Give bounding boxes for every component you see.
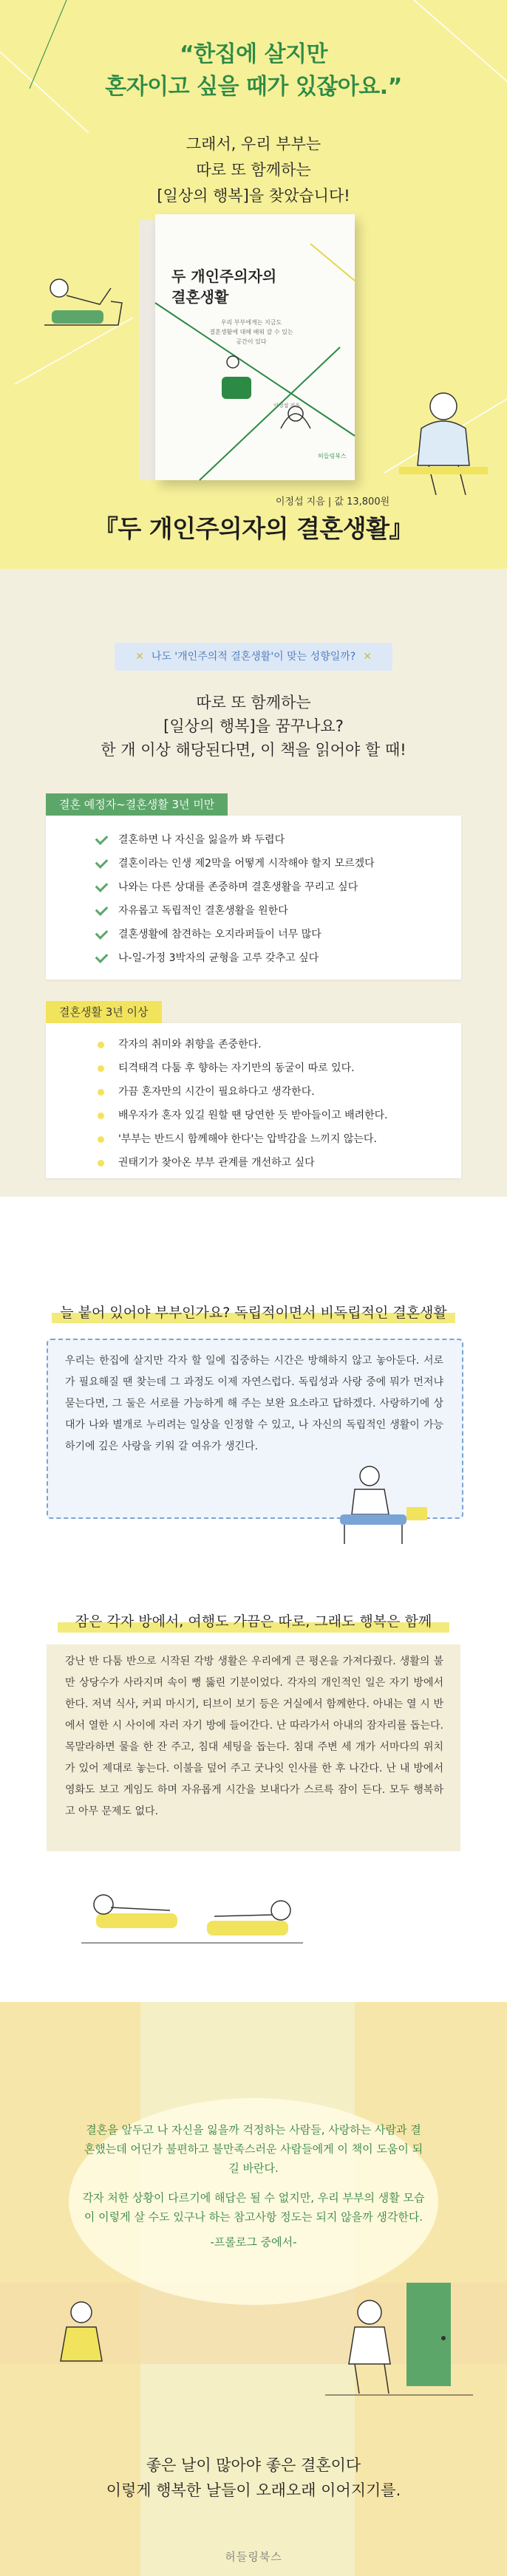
- story-paragraph1: 우리는 한집에 살지만 각자 할 일에 집중하는 시간은 방해하지 않고 놓아둔다. 서로가 필요해질 땐 찾는데 그 과정도 이제 자연스럽다. 독립성과 사랑 중에 뭐가 먼저냐 묻는다면, 그 둘은 서로를 가능하게 해 주는 보완 요소라고 답하겠다. 사랑하기에 상대가 나와 별개로 누리려는 일상을 인정할 수 있고, 나 자신의 독립적인 생활이 가능하기에 깊은 사랑을 키워 갈 여유가 생긴다.: [65, 1355, 443, 1452]
- book-title-line1: 두 개인주의자의: [171, 267, 277, 285]
- cross-icon: ✕: [135, 651, 144, 663]
- checklist-item-text: 결혼이라는 인생 제2막을 어떻게 시작해야 할지 모르겠다: [118, 858, 375, 870]
- book-description: [177, 318, 325, 346]
- bullet-dot-icon: [98, 1160, 104, 1166]
- book-title: [171, 266, 319, 307]
- checklist-intro: [0, 691, 507, 762]
- publisher-logo: 허들링북스: [225, 2550, 282, 2563]
- checklist-item-text: 결혼하면 나 자신을 잃을까 봐 두렵다: [118, 834, 285, 846]
- hero-quote: [0, 38, 507, 103]
- bullet-dot-icon: [98, 1065, 104, 1072]
- cross-icon: ✕: [363, 651, 372, 663]
- hero-sub-line2: 따로 또 함께하는: [196, 161, 311, 179]
- book-desc-line3: 공간이 있다: [236, 338, 267, 345]
- checklist-item-text: 가끔 혼자만의 시간이 필요하다고 생각한다.: [118, 1086, 315, 1098]
- sitting-person-illustration: [399, 384, 503, 502]
- checklist-item-text: 자유롭고 독립적인 결혼생활을 원한다: [118, 905, 288, 917]
- book-desc-line2: 결혼생활에 대해 배워 갈 수 있는: [209, 329, 293, 335]
- bullet-dot-icon: [98, 1136, 104, 1143]
- checklist-item-text: 권태기가 찾아온 부부 관계를 개선하고 싶다: [118, 1157, 315, 1169]
- door-and-person-illustration: [325, 2268, 473, 2416]
- hero-quote-line2: 혼자이고 싶을 때가 있잖아요.”: [105, 74, 402, 100]
- section3-heading1: 늘 붙어 있어야 부부인가요? 독립적이면서 비독립적인 결혼생활: [60, 1305, 447, 1321]
- checklist-item-text: 나-일-가정 3박자의 균형을 고루 갖추고 싶다: [118, 952, 319, 964]
- section3-heading2: 잠은 각자 방에서, 여행도 가끔은 따로, 그래도 행복은 함께: [75, 1613, 432, 1630]
- intro-line3: 한 개 이상 해당된다면, 이 책을 읽어야 할 때!: [101, 741, 406, 759]
- checklist-item-text: 각자의 취미와 취향을 존중한다.: [118, 1039, 262, 1050]
- group1-label: 결혼 예정자~결혼생활 3년 미만: [46, 793, 228, 816]
- personality-pill: [115, 643, 392, 671]
- checklist-item-text: 티격태격 다툼 후 향하는 자기만의 동굴이 따로 있다.: [118, 1062, 355, 1074]
- hero-quote-line1: “한집에 살지만: [179, 41, 328, 67]
- hero-subtitle: [0, 131, 507, 209]
- reclining-person-illustration: [30, 259, 133, 347]
- left-figure-illustration: [44, 2290, 133, 2379]
- book-spine: [139, 220, 155, 480]
- book-cover: [155, 214, 355, 480]
- group2-label: 결혼생활 3년 이상: [46, 1001, 162, 1023]
- resting-couple-illustration: [81, 1862, 303, 1958]
- closing-line2: 이렇게 행복한 날들이 오래오래 이어지기를.: [106, 2481, 401, 2499]
- checklist-item-text: 결혼생활에 참견하는 오지라퍼들이 너무 많다: [118, 929, 321, 940]
- prologue-quote: [81, 2120, 426, 2252]
- checklist-item-text: '부부는 반드시 함께해야 한다'는 압박감을 느끼지 않는다.: [118, 1133, 377, 1145]
- book-title-line2: 결혼생활: [171, 288, 229, 306]
- pill-text: 나도 '개인주의적 결혼생활'이 맞는 성향일까?: [151, 651, 356, 663]
- book-cover-publisher: 허들링북스: [318, 453, 347, 459]
- intro-line2: [일상의 행복]을 꿈꾸나요?: [163, 717, 344, 735]
- prologue-para1: 결혼을 앞두고 나 자신을 잃을까 걱정하는 사람들, 사랑하는 사람과 결혼했는데 어딘가 불편하고 불만족스러운 사람들에게 이 책이 도움이 되길 바란다.: [84, 2123, 423, 2175]
- book-main-title: 『두 개인주의자의 결혼생활』: [93, 514, 414, 543]
- hero-sub-line1: 그래서, 우리 부부는: [186, 135, 321, 153]
- story-paragraph2: 강난 반 다툼 반으로 시작된 각방 생활은 우리에게 큰 평온을 가져다줬다. 생활의 불만 상당수가 사라지며 속이 뻥 뚫린 기분이었다. 각자의 개인적인 일은 자기 방에서 한다. 저녁 식사, 커피 마시기, 티브이 보기 등은 거실에서 함께한다. 아내는 열 시 반에서 열한 시 사이에 자러 자기 방에 들어간다. 난 따라가서 아내의 잠자리를 돕는다. 목말라하면 물을 한 잔 주고, 침대 세팅을 돕는다. 침대 주변 세 개가 서마다의 위치가 있어 제대로 놓는다. 이불을 덮어 주고 굿나잇 인사를 한 후 나간다. 난 내 방에서 영화도 보고 게임도 하며 자유롭게 시간을 보내다가 스르륵 잠이 든다. 모두 행복하고 아무 문제도 없다.: [65, 1656, 443, 1817]
- closing-message: [0, 2453, 507, 2503]
- bullet-dot-icon: [98, 1113, 104, 1119]
- book-desc-line1: 우리 부부에게는 지금도: [220, 319, 282, 326]
- bullet-dot-icon: [98, 1089, 104, 1096]
- author-price: 이정섭 지음 | 값 13,800원: [275, 496, 390, 508]
- closing-line1: 좋은 날이 많아야 좋은 결혼이다: [146, 2456, 361, 2474]
- intro-line1: 따로 또 함께하는: [196, 694, 311, 711]
- book-cover-author: 이정섭 지음: [273, 403, 301, 409]
- book-cover-illustration: [155, 214, 355, 480]
- checklist-item-text: 배우자가 혼자 있길 원할 땐 당연한 듯 받아들이고 배려한다.: [118, 1110, 388, 1121]
- bullet-dot-icon: [98, 1042, 104, 1048]
- prologue-source: -프롤로그 중에서-: [210, 2235, 297, 2249]
- reading-person-illustration: [325, 1463, 436, 1551]
- hero-sub-line3: [일상의 행복]을 찾았습니다!: [157, 187, 350, 205]
- checklist-item-text: 나와는 다른 상대를 존중하며 결혼생활을 꾸리고 싶다: [118, 881, 358, 893]
- prologue-para2: 각자 처한 상황이 다르기에 해답은 될 수 없지만, 우리 부부의 생활 모습이 이렇게 살 수도 있구나 하는 참고사항 정도는 되지 않을까 생각한다.: [82, 2191, 425, 2224]
